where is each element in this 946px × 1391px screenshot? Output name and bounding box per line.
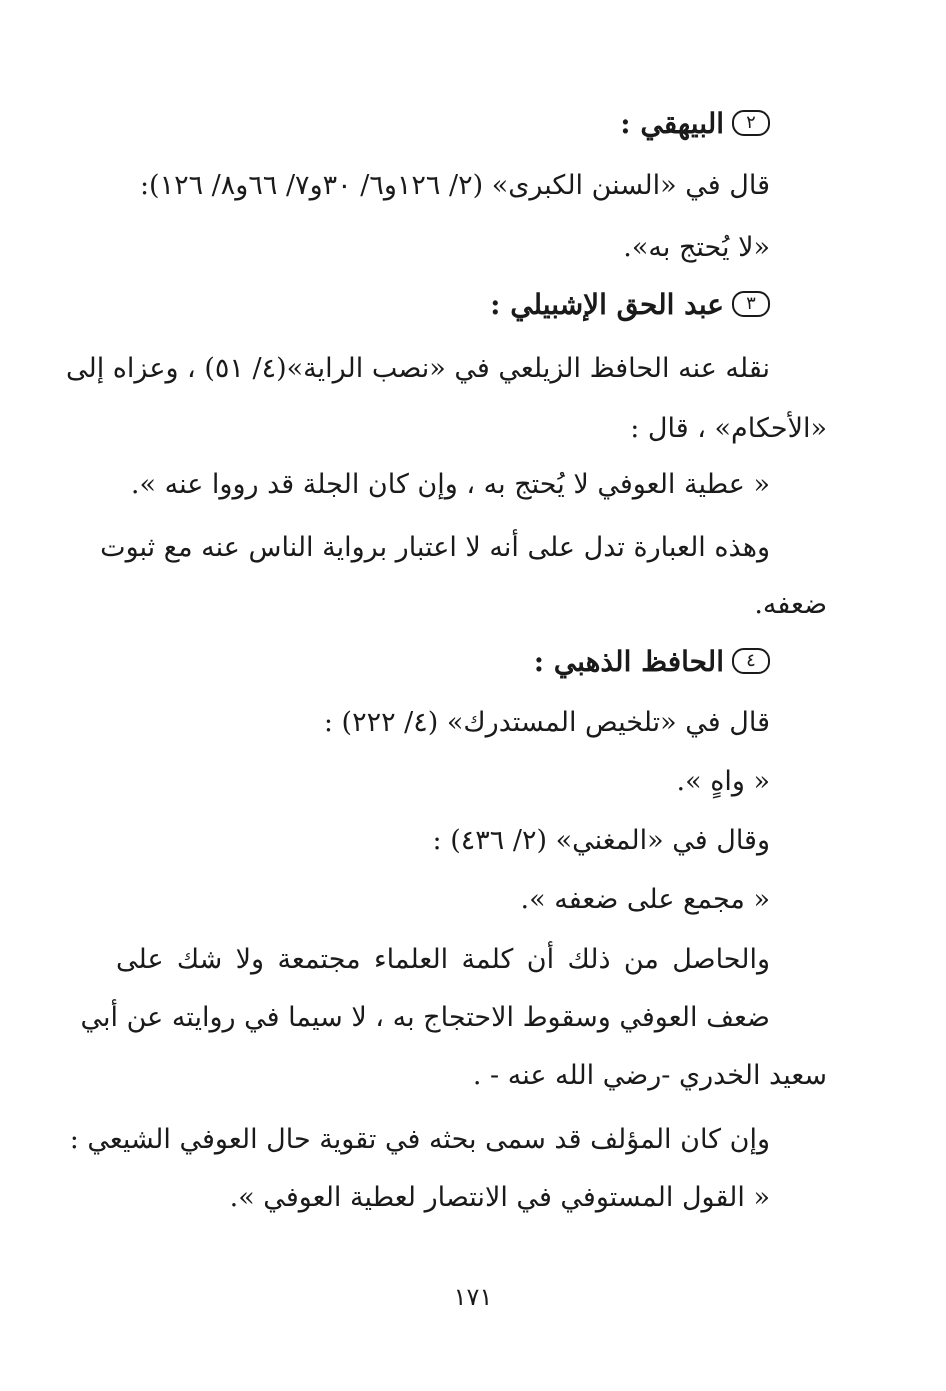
abd-al-haqq-comment-line-1: وهذه العبارة تدل على أنه لا اعتبار برواية الناس عنه مع ثبوت — [100, 532, 770, 563]
section-number-badge: ٤ — [732, 648, 770, 674]
abd-al-haqq-line-1: نقله عنه الحافظ الزيلعي في «نصب الراية»(٤/ ٥١) ، وعزاه إلى — [65, 353, 770, 384]
dhahabi-source-line-2: وقال في «المغني» (٢/ ٤٣٦) : — [432, 825, 770, 856]
abd-al-haqq-quote-line: « عطية العوفي لا يُحتج به ، وإن كان الجلة قد رووا عنه ». — [130, 469, 770, 500]
page-number: ١٧١ — [453, 1283, 493, 1311]
conclusion-line-1: والحاصل من ذلك أن كلمة العلماء مجتمعة ولا شك على — [116, 944, 770, 975]
heading-dhahabi — [534, 642, 770, 682]
heading-title: الحافظ الذهبي : — [533, 645, 724, 678]
dhahabi-source-line-1: قال في «تلخيص المستدرك» (٤/ ٢٢٢) : — [323, 707, 770, 738]
dhahabi-quote-line-1: « واهٍ ». — [676, 766, 770, 797]
section-number-badge: ٣ — [732, 291, 770, 317]
bayhaqi-quote-line: «لا يُحتج به». — [623, 232, 770, 263]
conclusion-line-5: « القول المستوفي في الانتصار لعطية العوفي ». — [229, 1182, 770, 1213]
abd-al-haqq-comment-line-2: ضعفه. — [754, 589, 827, 620]
conclusion-line-3: سعيد الخدري -رضي الله عنه - . — [472, 1060, 827, 1091]
section-number-badge: ٢ — [732, 110, 770, 136]
heading-abd-al-haqq — [490, 285, 770, 325]
abd-al-haqq-line-2: «الأحكام» ، قال : — [630, 413, 827, 444]
conclusion-line-4: وإن كان المؤلف قد سمى بحثه في تقوية حال العوفي الشيعي : — [69, 1124, 770, 1155]
heading-bayhaqi — [620, 104, 770, 144]
heading-title: عبد الحق الإشبيلي : — [490, 288, 724, 321]
conclusion-line-2: ضعف العوفي وسقوط الاحتجاج به ، لا سيما في روايته عن أبي — [80, 1002, 770, 1033]
bayhaqi-source-line: قال في «السنن الكبرى» (٢/ ١٢٦و٦/ ٣٠و٧/ ٦٦و٨/ ١٢٦): — [139, 170, 770, 201]
dhahabi-quote-line-2: « مجمع على ضعفه ». — [520, 884, 770, 915]
heading-title: البيهقي : — [620, 107, 724, 140]
